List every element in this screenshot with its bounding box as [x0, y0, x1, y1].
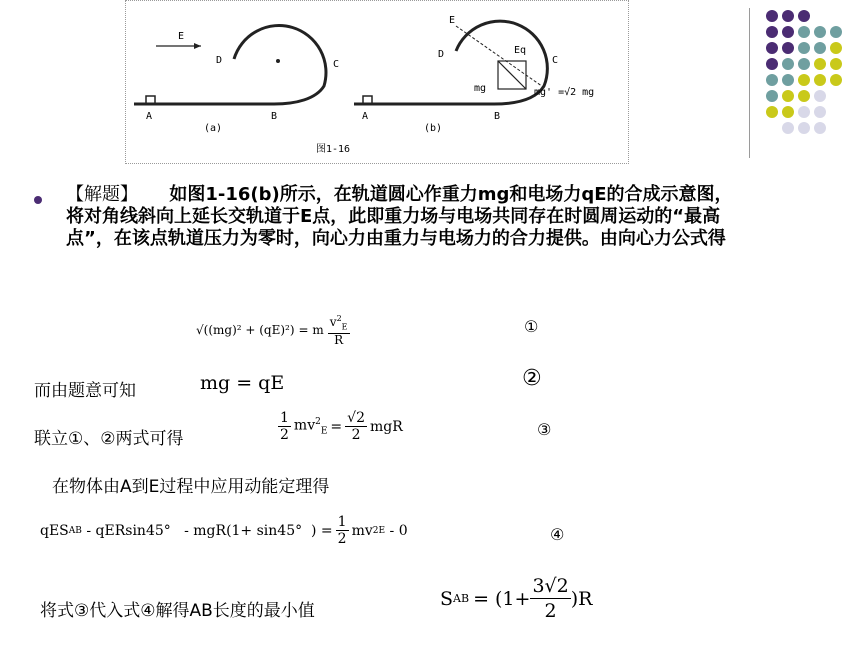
line-5-formula: [440, 574, 592, 623]
l5-post: )R: [570, 587, 593, 610]
figure-image: [125, 0, 629, 164]
eq1-equals: = m: [298, 322, 324, 337]
eq4-tail: - 0: [385, 522, 408, 539]
l5-frac: [530, 574, 570, 623]
label-sub-a: (a): [204, 123, 223, 134]
l3-f2-den: 2: [351, 427, 361, 443]
l3-frac1: [278, 410, 291, 443]
line-4-text: 在物体由A到E过程中应用动能定理得: [52, 477, 330, 497]
label-d-a: D: [216, 55, 223, 66]
eq1-num: v: [329, 315, 337, 329]
dot-row-1: [766, 10, 810, 22]
bullet-dot: [34, 196, 42, 204]
dot-row-5: [766, 74, 842, 86]
label-a-a: A: [146, 111, 153, 122]
l3-mv: mv: [293, 417, 316, 434]
divider-line: [749, 8, 750, 158]
line-2-formula: mg = qE: [200, 372, 285, 394]
label-b-b: B: [494, 111, 501, 122]
eq4-part1: qES: [40, 522, 69, 539]
marker-2: ②: [522, 366, 542, 391]
eq4-f-den: 2: [337, 531, 347, 547]
line-2-text: 而由题意可知: [34, 381, 136, 401]
label-eq: Eq: [514, 45, 527, 56]
label-c-a: C: [333, 59, 340, 70]
dot-row-7: [766, 106, 826, 118]
dot-row-2: [766, 26, 842, 38]
line-3-text: 联立①、②两式可得: [34, 429, 184, 449]
dot-row-8: [782, 122, 826, 134]
solution-tag: 【解题】: [66, 184, 138, 205]
l3-f1-den: 2: [280, 427, 289, 443]
center-dot: [276, 59, 280, 63]
equation-1: [196, 312, 350, 347]
eq4-sub: E: [378, 525, 386, 536]
l3-eq: =: [330, 418, 343, 435]
eq1-sub: E: [341, 322, 348, 332]
dot-row-6: [766, 90, 826, 102]
figure-caption: 图1-16: [316, 144, 351, 155]
line-5-text: 将式③代入式④解得AB长度的最小值: [40, 601, 315, 621]
label-e-b: E: [449, 15, 456, 26]
l3-tail: mgR: [369, 418, 403, 435]
dot-row-4: [766, 58, 842, 70]
eq4-sub-ab: AB: [68, 525, 82, 536]
eq1-sup: 2: [336, 314, 342, 323]
solution-paragraph: [66, 184, 746, 250]
l3-f2-num: √2: [347, 410, 365, 426]
diagram-b: [354, 21, 547, 104]
eq1-fraction: [328, 312, 350, 347]
diagram-a: [134, 26, 326, 104]
marker-1: ①: [524, 317, 539, 336]
label-sub-b: (b): [424, 123, 443, 134]
figure-drawing: [126, 1, 628, 163]
label-field: E: [178, 31, 185, 42]
eq4-mv: mv: [351, 522, 373, 539]
eq4-sup: 2: [372, 525, 379, 536]
l5-pre: = (1+: [473, 587, 531, 610]
l5-sub: AB: [453, 592, 470, 605]
label-c-b: C: [552, 55, 559, 66]
l3-f1-num: 1: [280, 410, 289, 426]
label-d-b: D: [438, 49, 445, 60]
l5-s: S: [440, 587, 454, 610]
l3-sup: 2: [315, 416, 321, 427]
label-a-b: A: [362, 111, 369, 122]
decorative-dot-grid: [760, 8, 860, 138]
l3-sub: E: [320, 426, 328, 437]
dot-row-3: [766, 42, 842, 54]
line-3-formula: [278, 410, 403, 443]
l5-f-den: 2: [544, 600, 557, 622]
marker-3: ③: [537, 420, 552, 439]
l3-frac2: [345, 410, 367, 443]
eq4-f-num: 1: [337, 514, 347, 530]
eq1-lhs: √((mg)² + (qE)²): [196, 322, 295, 337]
label-b-a: B: [271, 111, 278, 122]
solution-text: 如图1-16(b)所示，在轨道圆心作重力mg和电场力qE的合成示意图，将对角线斜向上延长交轨道于E点，此即重力场与电场共同存在时圆周运动的“最高点”，在该点轨道压力为零时，向心力由重力与电场力的合力提供。由向心力公式得: [66, 184, 733, 249]
label-mg: mg: [474, 83, 487, 94]
eq4-frac: [336, 514, 349, 547]
eq4-part2: - qERsin45° - mgR(1+ sin45° ) =: [81, 522, 333, 539]
label-mg-result: mg' =√2 mg: [534, 87, 595, 98]
l5-f-num: 3√2: [532, 575, 569, 597]
eq1-den: R: [334, 333, 344, 348]
equation-4: [40, 514, 408, 547]
marker-4: ④: [550, 525, 565, 544]
